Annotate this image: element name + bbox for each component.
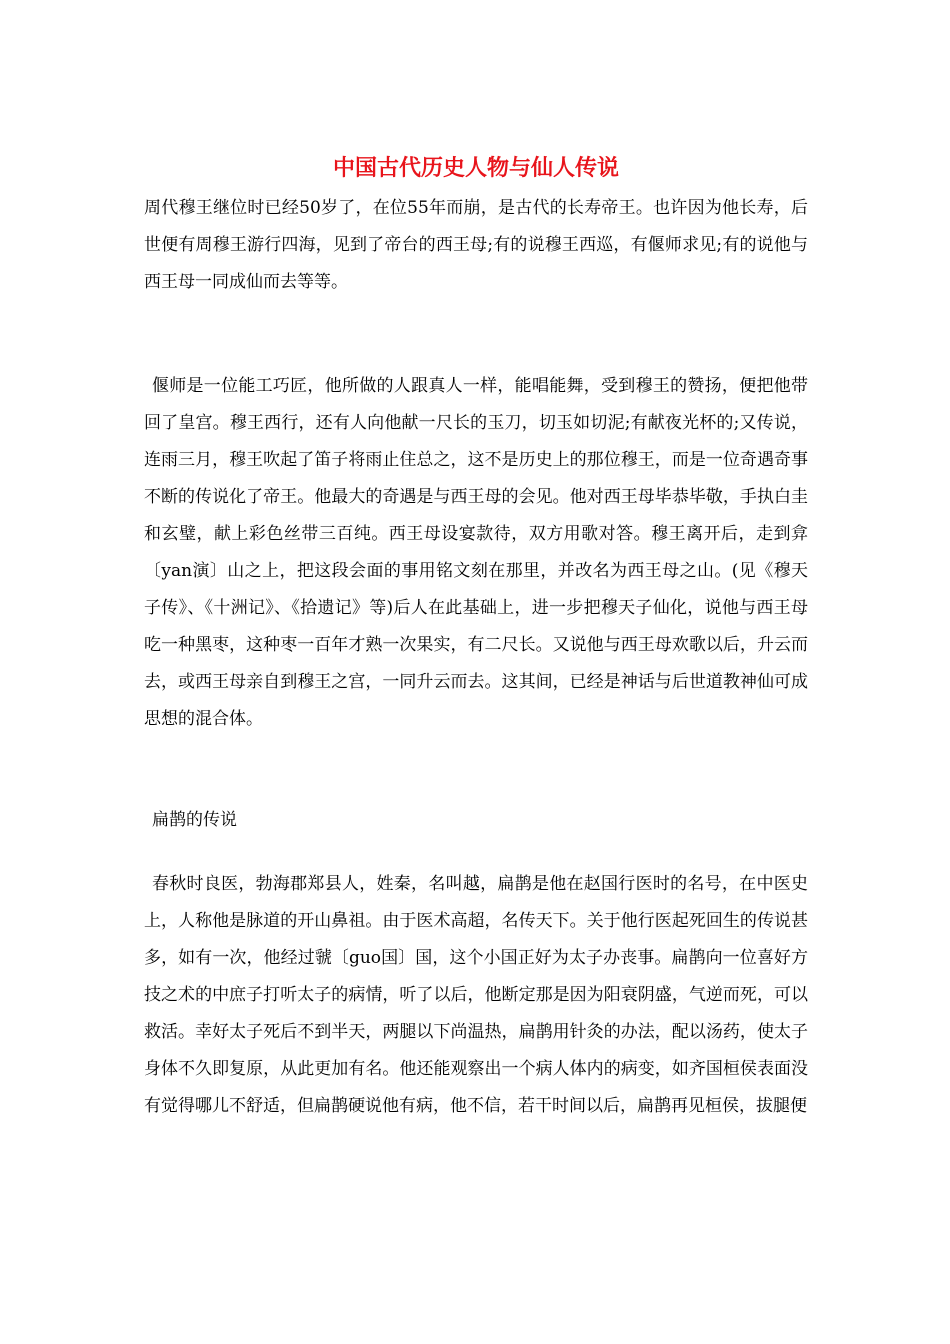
paragraph-mu-wang-intro: 周代穆王继位时已经50岁了，在位55年而崩，是古代的长寿帝王。也许因为他长寿，后世便有周穆王游行四海，见到了帝台的西王母;有的说穆王西巡，有偃师求见;有的说他与西王母一同成仙而去等等。 [144, 198, 808, 292]
paragraph-spacer [144, 839, 808, 866]
paragraph-spacer [144, 301, 808, 368]
section-heading-bian-que: 扁鹊的传说 [152, 810, 237, 830]
paragraph-bian-que: 春秋时良医，勃海郡郑县人，姓秦，名叫越，扁鹊是他在赵国行医时的名号，在中医史上，人称他是脉道的开山鼻祖。由于医术高超，名传天下。关于他行医起死回生的传说甚多，如有一次，他经过虢〔guo国〕国，这个小国正好为太子办丧事。扁鹊向一位喜好方技之术的中庶子打听太子的病情，听了以后，他断定那是因为阳衰阴盛，气逆而死，可以救活。幸好太子死后不到半天，两腿以下尚温热，扁鹊用针灸的办法，配以汤药，使太子身体不久即复原，从此更加有名。他还能观察出一个病人体内的病变，如齐国桓侯表面没有觉得哪儿不舒适，但扁鹊硬说他有病，他不信，若干时间以后，扁鹊再见桓侯，拔腿便 [144, 874, 808, 1116]
paragraph-yan-shi: 偃师是一位能工巧匠，他所做的人跟真人一样，能唱能舞，受到穆王的赞扬，便把他带回了皇宫。穆王西行，还有人向他献一尺长的玉刀，切玉如切泥;有献夜光杯的;又传说，连雨三月，穆王吹起了笛子将雨止住总之，这不是历史上的那位穆王，而是一位奇遇奇事不断的传说化了帝王。他最大的奇遇是与西王母的会见。他对西王母毕恭毕敬，手执白圭和玄璧，献上彩色丝带三百纯。西王母设宴款待，双方用歌对答。穆王离开后，走到弇〔yan演〕山之上，把这段会面的事用铭文刻在那里，并改名为西王母之山。(见《穆天子传》、《十洲记》、《拾遗记》等)后人在此基础上，进一步把穆天子仙化，说他与西王母吃一种黑枣，这种枣一百年才熟一次果实，有二尺长。又说他与西王母欢歌以后，升云而去，或西王母亲自到穆王之宫，一同升云而去。这其间，已经是神话与后世道教神仙可成思想的混合体。 [144, 376, 808, 729]
paragraph-spacer [144, 738, 808, 802]
document-body [144, 146, 808, 1125]
document-title: 中国古代历史人物与仙人传说 [332, 155, 619, 181]
